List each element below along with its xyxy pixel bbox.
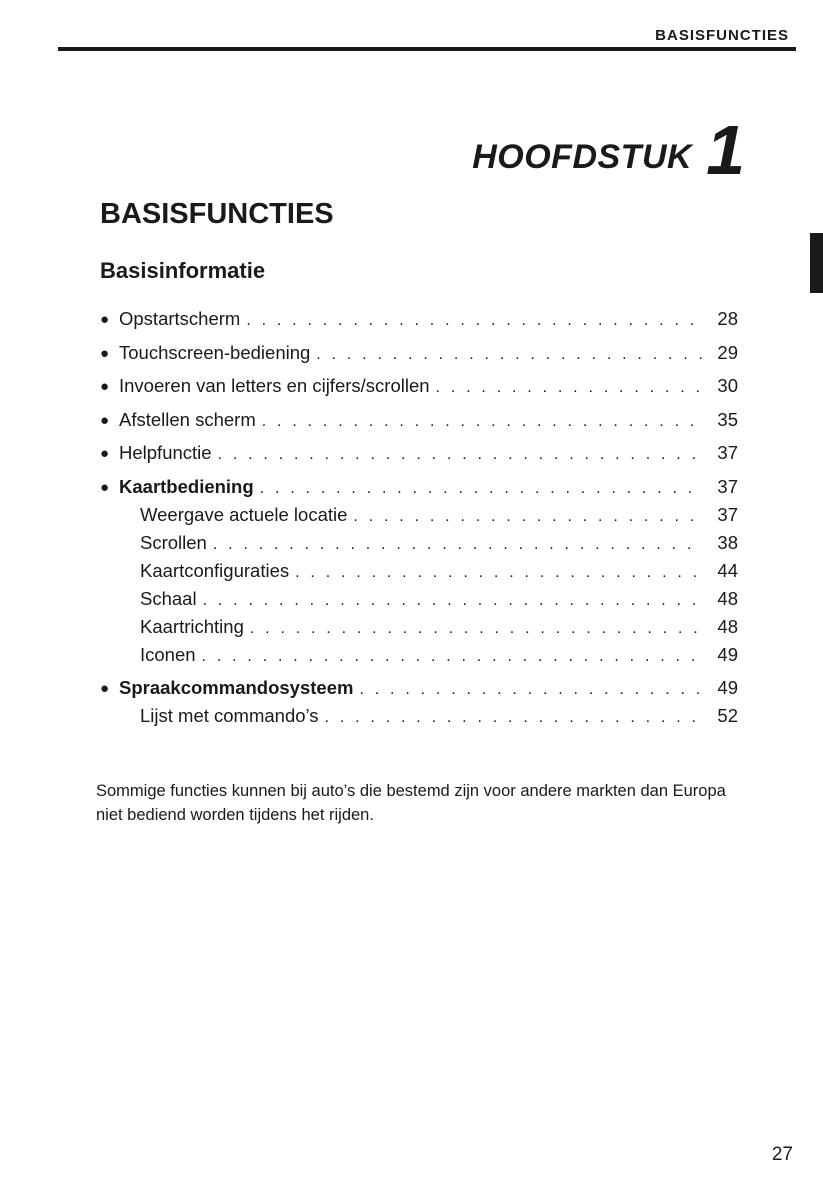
toc-entry[interactable] [100,675,738,703]
chapter-heading [472,110,745,190]
dot-leader [316,342,702,368]
toc-entry[interactable] [100,440,738,468]
dot-leader [203,588,702,614]
bullet-icon: ● [100,680,110,697]
toc-subentry[interactable] [100,558,738,586]
dot-leader [260,476,702,502]
toc-entry-label: Spraakcommandosysteem [119,677,354,698]
toc-subentry[interactable] [100,586,738,614]
toc-entry-label: Helpfunctie [119,442,212,463]
chapter-thumb-tab [810,233,823,293]
bullet-icon: ● [100,311,110,328]
bullet-icon: ● [100,344,110,362]
dot-leader [202,644,702,670]
dot-leader [325,705,702,731]
toc-subentry[interactable] [100,530,738,558]
toc-entry[interactable] [100,373,738,401]
dot-leader [353,504,702,530]
toc-entry-label: Kaartrichting [140,615,244,637]
toc-entry-label: Invoeren van letters en cijfers/scrollen [119,375,430,396]
toc-subentry[interactable] [100,703,738,731]
toc-entry[interactable] [100,407,738,435]
toc-entry-label: Kaartconfiguraties [140,559,290,581]
dot-leader [359,677,702,703]
dot-leader [250,616,702,642]
bullet-icon: ● [100,445,110,462]
toc-entry-label: Schaal [140,587,197,609]
toc-subentry[interactable] [100,502,738,530]
subsection-title: Basisinformatie [100,258,266,283]
toc-entry-page: 35 [717,408,738,430]
toc-entry-label: Iconen [140,643,196,665]
toc-entry[interactable] [100,474,738,502]
dot-leader [218,442,702,468]
bullet-icon: ● [100,411,110,429]
toc-entry-page: 37 [717,503,738,525]
dot-leader [436,375,702,401]
bullet-icon: ● [100,478,110,496]
toc-entry-label: Opstartscherm [119,308,241,329]
toc-entry-page: 29 [717,341,738,363]
toc-entry-label: Lijst met commando’s [140,705,319,726]
chapter-word: HOOFDSTUK [472,138,693,176]
toc-entry-label: Kaartbediening [119,475,254,497]
bullet-icon: ● [100,378,110,395]
toc-entry-page: 37 [717,475,738,497]
toc-entry-page: 28 [717,308,738,329]
toc-entry-page: 44 [717,559,738,581]
chapter-number: 1 [706,111,745,189]
toc-entry[interactable] [100,340,738,368]
section-title: BASISFUNCTIES [100,198,334,230]
dot-leader [246,308,702,334]
toc-entry-label: Weergave actuele locatie [140,503,348,525]
toc-subentry[interactable] [100,614,738,642]
market-note: Sommige functies kunnen bij auto’s die bestemd zijn voor andere markten dan Europa niet bediend worden tijdens het rijden. [96,782,726,824]
toc-entry-page: 38 [717,531,738,553]
toc-entry-page: 37 [717,442,738,463]
toc-entry-page: 49 [717,677,738,698]
dot-leader [295,560,702,586]
page-number: 27 [771,1144,793,1165]
toc-entry-label: Touchscreen-bediening [119,341,311,363]
toc-entry-page: 48 [717,587,738,609]
header-rule [58,47,796,51]
toc-entry-label: Scrollen [140,531,207,553]
toc-entry-page: 49 [717,643,738,665]
toc-entry-page: 48 [717,615,738,637]
table-of-contents [100,306,738,731]
dot-leader [213,532,702,558]
toc-entry-label: Afstellen scherm [119,408,256,430]
dot-leader [262,409,702,435]
toc-entry[interactable] [100,306,738,334]
toc-entry-page: 30 [717,375,738,396]
toc-subentry[interactable] [100,642,738,670]
running-header: BASISFUNCTIES [655,27,789,44]
toc-entry-page: 52 [717,705,738,726]
